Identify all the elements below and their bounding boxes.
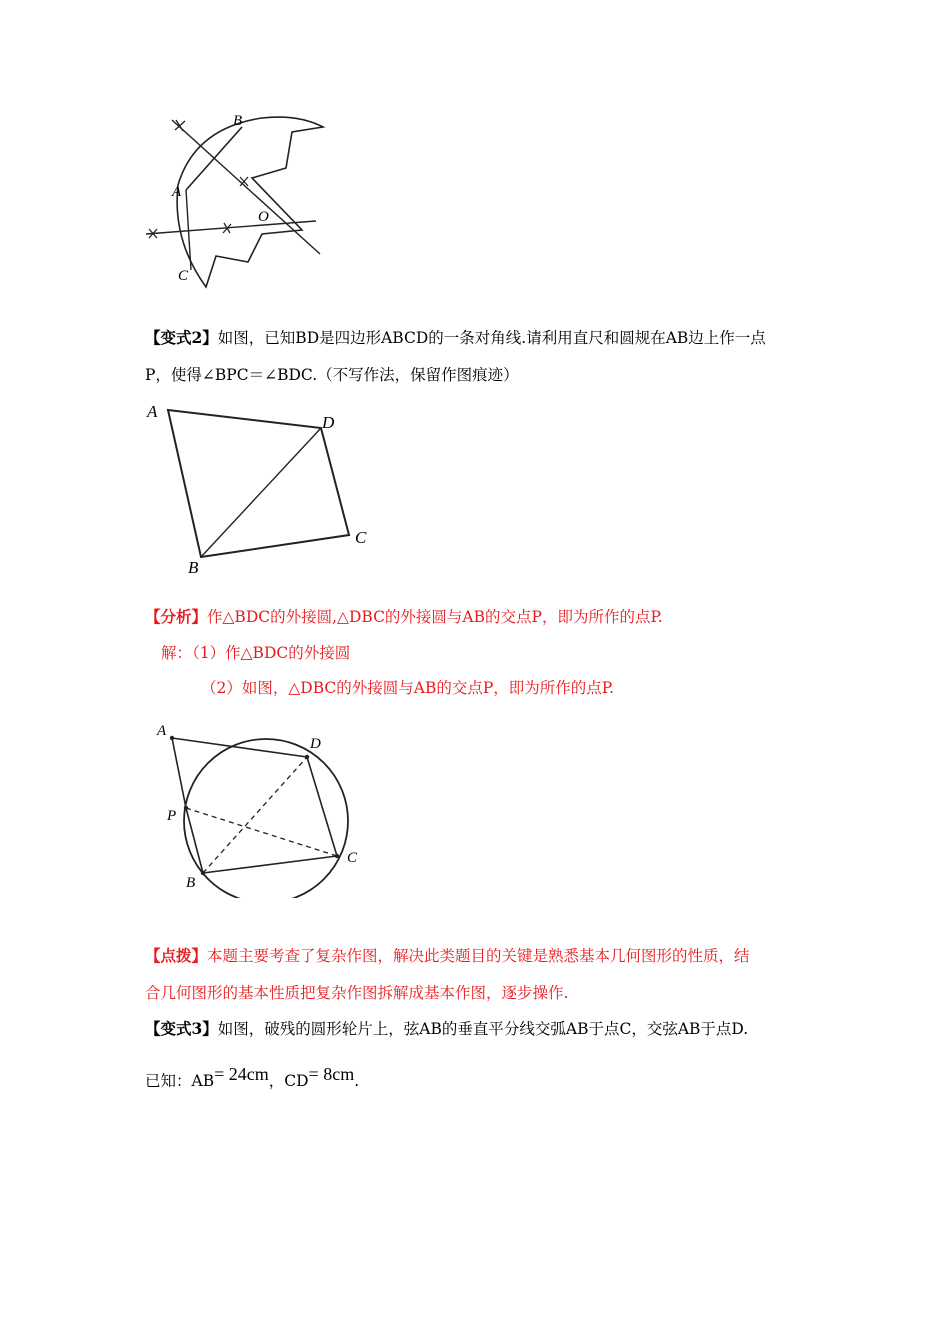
solution-step1-text: （1）作△BDC的外接圆	[192, 644, 351, 662]
diagonal-bd	[201, 428, 321, 557]
solution-label: 解：	[161, 644, 193, 662]
label-b: B	[188, 558, 199, 577]
variant2-line1	[145, 328, 766, 348]
label-b: B	[233, 113, 243, 129]
label-d: D	[310, 736, 321, 752]
solution-step2-text: （2）如图，△DBC的外接圆与AB的交点P，即为所作的点P.	[201, 679, 614, 697]
segment-ap	[172, 738, 186, 808]
quadrilateral-abcd	[168, 410, 349, 557]
label-c: C	[347, 850, 358, 866]
wheel-outline	[177, 117, 323, 287]
variant3-tag: 【变式3】	[145, 1019, 218, 1038]
label-c: C	[178, 268, 189, 284]
hint-text2: 合几何图形的基本性质把复杂作图拆解成基本作图，逐步操作.	[145, 984, 569, 1002]
label-a: A	[157, 723, 167, 739]
variant2-tag: 【变式2】	[145, 328, 218, 347]
variant3-given	[145, 1064, 360, 1091]
variant3-text: 如图，破残的圆形轮片上，弦AB的垂直平分线交弧AB于点C，交弦AB于点D.	[217, 1020, 749, 1038]
given-ab-value: = 24cm	[214, 1064, 269, 1084]
variant3-line	[145, 1019, 748, 1039]
analysis-tag: 【分析】	[145, 607, 208, 626]
dashed-pc	[186, 808, 337, 856]
solution-step1	[161, 643, 350, 663]
segment-pb	[186, 808, 203, 873]
analysis-text: 作△BDC的外接圆,△DBC的外接圆与AB的交点P，即为所作的点P.	[207, 608, 663, 626]
label-d: D	[322, 413, 335, 432]
label-a: A	[147, 402, 158, 421]
hint-text1: 本题主要考查了复杂作图，解决此类题目的关键是熟悉基本几何图形的性质，结	[207, 947, 750, 965]
given-prefix: 已知：AB	[145, 1072, 215, 1090]
given-end: .	[354, 1072, 360, 1090]
variant2-line2	[145, 365, 519, 385]
vertex-dots	[170, 736, 339, 875]
segment-bc	[203, 856, 337, 873]
label-c: C	[355, 528, 367, 547]
figure-circumcircle	[150, 718, 370, 898]
dashed-bd	[203, 757, 307, 873]
variant2-text2: P，使得∠BPC＝∠BDC.（不写作法，保留作图痕迹）	[145, 366, 519, 384]
hint-tag: 【点拨】	[145, 946, 208, 965]
circumcircle	[184, 739, 348, 898]
label-p: P	[167, 808, 177, 824]
hint-line1	[145, 946, 750, 966]
bisector-ab	[172, 120, 320, 254]
given-sep: ，CD	[268, 1072, 309, 1090]
hint-line2	[145, 983, 568, 1003]
solution-step2	[201, 678, 614, 698]
label-o: O	[258, 209, 269, 225]
figure-broken-wheel	[140, 108, 340, 293]
variant2-text1: 如图，已知BD是四边形ABCD的一条对角线.请利用直尺和圆规在AB边上作一点	[217, 329, 766, 347]
label-a: A	[172, 184, 182, 200]
figure-quadrilateral	[140, 395, 380, 580]
label-b: B	[186, 875, 196, 891]
analysis-line	[145, 607, 663, 627]
given-cd-value: = 8cm	[308, 1064, 355, 1084]
